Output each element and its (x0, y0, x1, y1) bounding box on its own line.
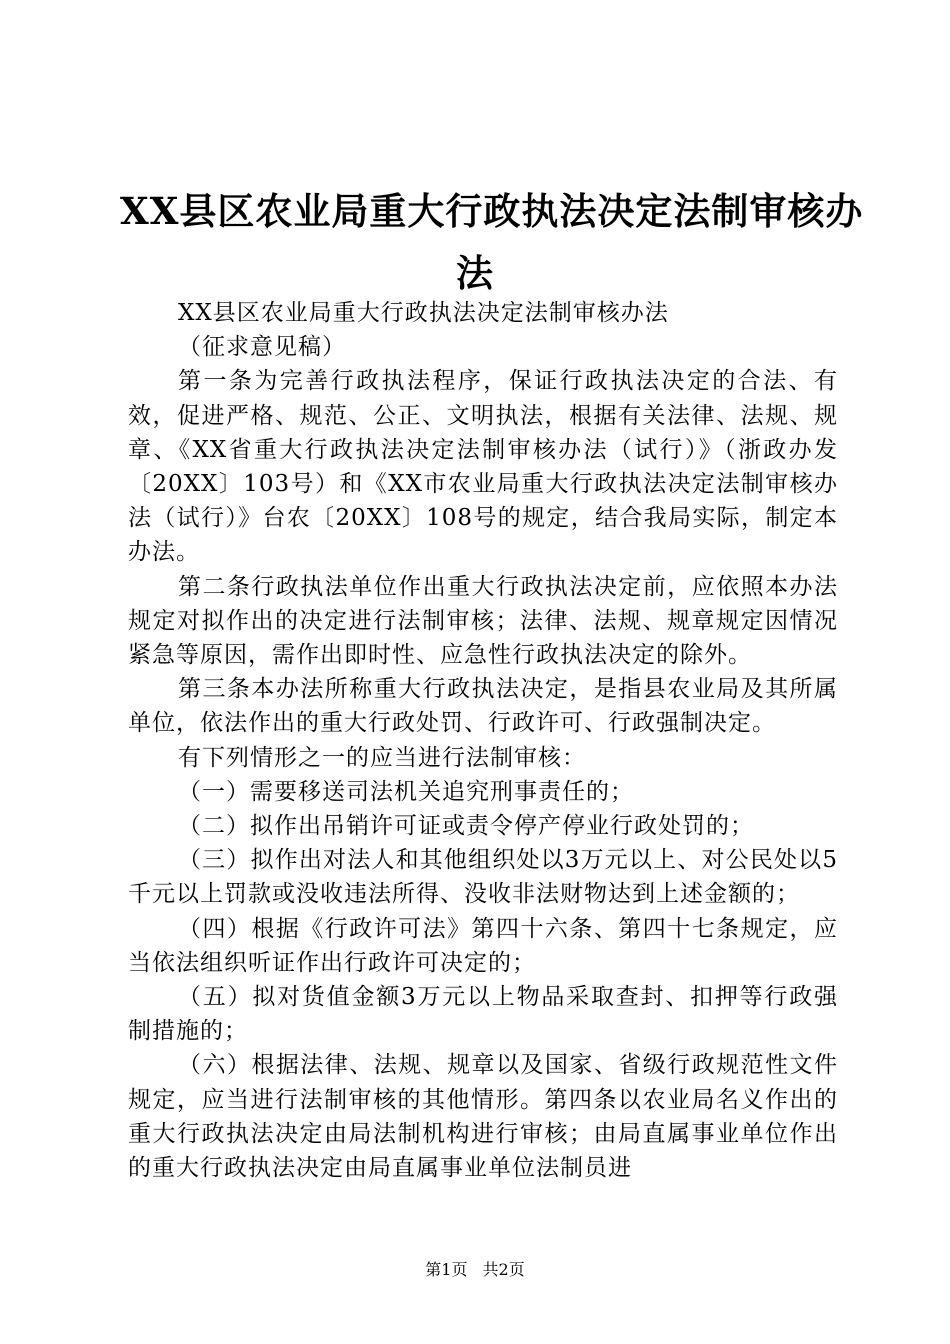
page-footer (0, 1258, 950, 1282)
article-2-paragraph: 第二条行政执法单位作出重大行政执法决定前，应依照本办法规定对拟作出的决定进行法制审核；法律、法规、规章规定因情况紧急等原因，需作出即时性、应急性行政执法决定的除外。 (128, 573, 838, 669)
subtitle-paragraph: XX县区农业局重大行政执法决定法制审核办法 (178, 300, 669, 326)
condition-1-paragraph: （一）需要移送司法机关追究刑事责任的； (178, 778, 634, 805)
page-number: 第1页 (425, 1260, 468, 1279)
condition-5-paragraph: （五）拟对货值金额3万元以上物品采取查封、扣押等行政强制措施的； (128, 984, 838, 1045)
article-1-paragraph: 第一条为完善行政执法程序，保证行政执法决定的合法、有效，促进严格、规范、公正、文明执法，根据有关法律、法规、规章、《XX省重大行政执法决定法制审核办法（试行）》（浙政办发〔20XX〕103号）和《XX市农业局重大行政执法决定法制审核办法（试行）》台农〔20XX〕108号的规定，结合我局实际，制定本办法。 (128, 368, 838, 566)
condition-6-paragraph: （六）根据法律、法规、规章以及国家、省级行政规范性文件规定，应当进行法制审核的其他情形。第四条以农业局名义作出的重大行政执法决定由局法制机构进行审核；由局直属事业单位作出的重大行政执法决定由局直属事业单位法制员进 (128, 1052, 838, 1182)
conditions-intro-paragraph: 有下列情形之一的应当进行法制审核： (178, 744, 586, 771)
page-total: 共2页 (482, 1260, 525, 1279)
document-title (120, 180, 864, 304)
condition-4-paragraph: （四）根据《行政许可法》第四十六条、第四十七条规定，应当依法组织听证作出行政许可决定的； (128, 915, 838, 976)
document-body (128, 296, 838, 1185)
article-3-paragraph: 第三条本办法所称重大行政执法决定，是指县农业局及其所属单位，依法作出的重大行政处罚、行政许可、行政强制决定。 (128, 676, 838, 737)
document-title-line-2: 法 (456, 251, 494, 295)
condition-2-paragraph: （二）拟作出吊销许可证或责令停产停业行政处罚的； (178, 813, 754, 840)
draft-note-paragraph: （征求意见稿） (178, 334, 346, 361)
document-title-line-1: XX县区农业局重大行政执法决定法制审核办 (120, 189, 864, 233)
condition-3-paragraph: （三）拟作出对法人和其他组织处以3万元以上、对公民处以5千元以上罚款或没收违法所得、没收非法财物达到上述金额的； (128, 847, 838, 908)
